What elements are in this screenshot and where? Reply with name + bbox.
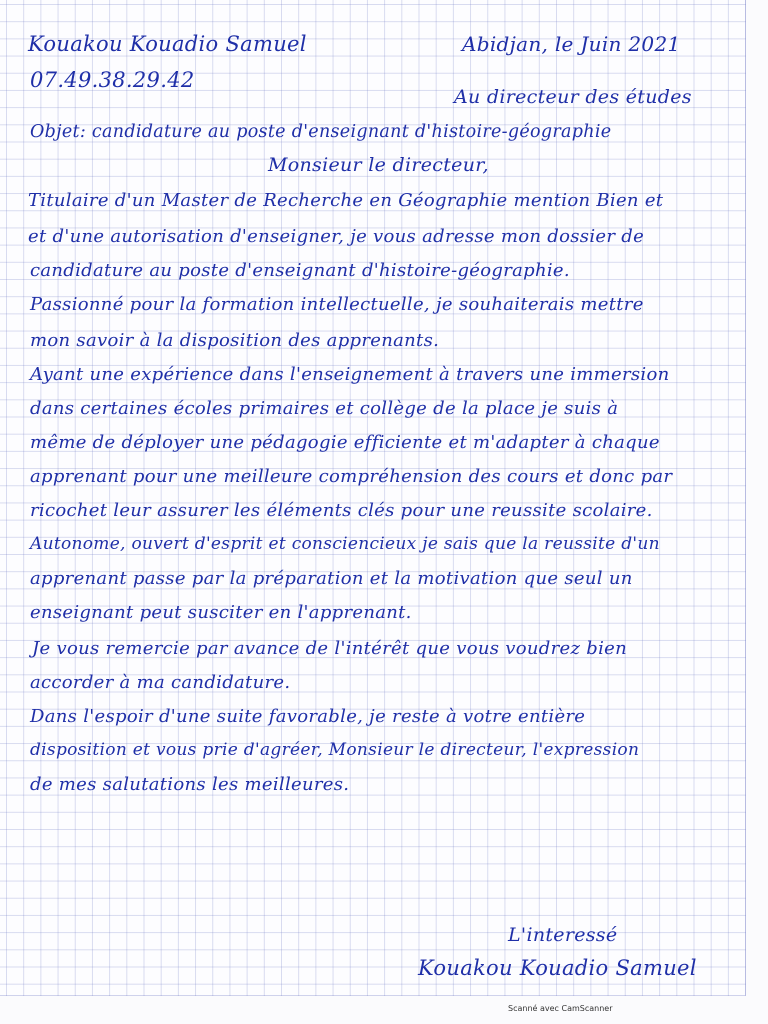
body-line: de mes salutations les meilleures. [30,774,350,795]
body-line: ricochet leur assurer les éléments clés pour une reussite scolaire. [30,500,653,521]
body-line: disposition et vous prie d'agréer, Monsieur le directeur, l'expression [30,740,640,760]
signature-label: L'interessé [508,924,618,946]
signature-name: Kouakou Kouadio Samuel [418,956,697,980]
phone-number: 07.49.38.29.42 [30,68,195,92]
subject-line: Objet: candidature au poste d'enseignant d'histoire-géographie [30,122,612,142]
body-line: Dans l'espoir d'une suite favorable, je reste à votre entière [30,706,586,727]
body-line: et d'une autorisation d'enseigner, je vous adresse mon dossier de [28,226,645,247]
body-line: Ayant une expérience dans l'enseignement à travers une immersion [30,364,670,385]
salutation: Monsieur le directeur, [268,154,489,176]
body-line: enseignant peut susciter en l'apprenant. [30,602,412,623]
body-line: Passionné pour la formation intellectuelle, je souhaiterais mettre [30,294,644,315]
body-line: Autonome, ouvert d'esprit et consciencieux je sais que la reussite d'un [30,534,660,554]
body-line: apprenant passe par la préparation et la motivation que seul un [30,568,633,589]
body-line: Je vous remercie par avance de l'intérêt que vous voudrez bien [32,638,628,659]
body-line: candidature au poste d'enseignant d'histoire-géographie. [30,260,570,281]
body-line: même de déployer une pédagogie efficiente et m'adapter à chaque [30,432,660,453]
scanner-watermark: Scanné avec CamScanner [508,1004,613,1013]
body-line: mon savoir à la disposition des apprenants. [30,330,440,351]
body-line: dans certaines écoles primaires et collège de la place je suis à [30,398,619,419]
body-line: Titulaire d'un Master de Recherche en Géographie mention Bien et [28,190,664,211]
recipient: Au directeur des études [454,86,692,108]
body-line: accorder à ma candidature. [30,672,291,693]
sender-name: Kouakou Kouadio Samuel [28,32,307,56]
body-line: apprenant pour une meilleure compréhension des cours et donc par [30,466,673,487]
place-date: Abidjan, le Juin 2021 [462,32,681,56]
